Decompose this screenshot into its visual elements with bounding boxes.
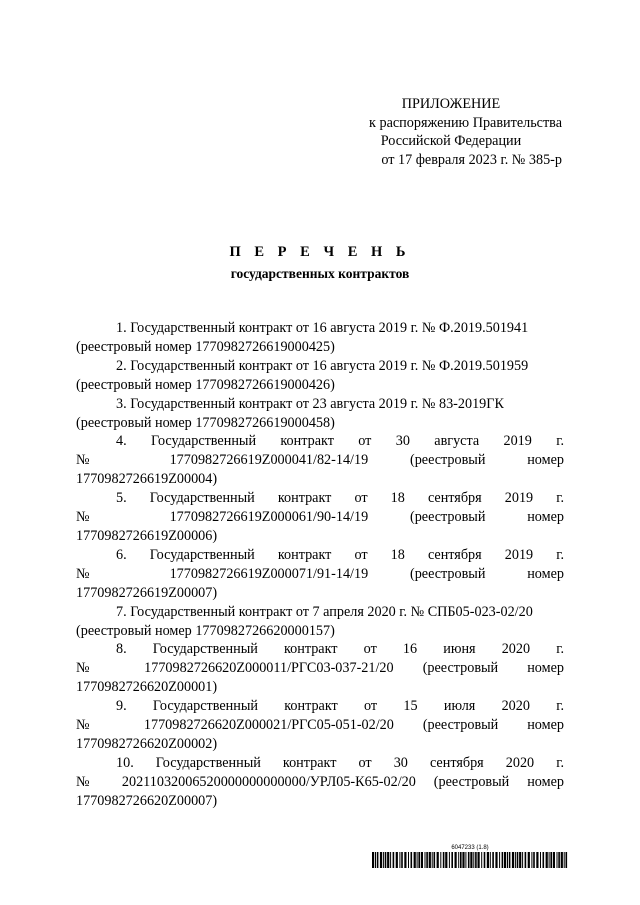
contract-item xyxy=(76,395,564,433)
barcode-label: 6047233 (1.8) xyxy=(451,845,489,851)
contract-item-line: 1770982726619Z00004) xyxy=(76,471,218,488)
contract-item xyxy=(76,697,564,754)
contract-item-line: 6. Государственный контракт от 18 сентября 2019 г. xyxy=(116,546,564,563)
contract-item-line: № 1770982726619Z000071/91-14/19 (реестровый номер xyxy=(76,565,564,582)
contract-item-line: 2. Государственный контракт от 16 августа 2019 г. № Ф.2019.501959 xyxy=(116,357,529,374)
contract-item xyxy=(76,546,564,603)
contract-item-line: 1. Государственный контракт от 16 августа 2019 г. № Ф.2019.501941 xyxy=(116,320,529,336)
contract-item xyxy=(76,432,564,489)
contract-item-line: (реестровый номер 1770982726619000426) xyxy=(76,376,335,393)
contract-item-line: 10. Государственный контракт от 30 сентября 2020 г. xyxy=(116,754,564,771)
contract-item-line: 7. Государственный контракт от 7 апреля 2020 г. № СПБ05-023-02/20 xyxy=(116,603,533,620)
contract-list xyxy=(76,319,564,811)
contract-item-line: (реестровый номер 1770982726620000157) xyxy=(76,622,335,639)
contract-item-line: 1770982726619Z00007) xyxy=(76,584,218,601)
contract-item xyxy=(76,357,564,395)
contract-item-line: № 1770982726620Z000021/РГС05-051-02/20 (реестровый номер xyxy=(76,717,564,734)
contract-item-line: 4. Государственный контракт от 30 августа 2019 г. xyxy=(116,433,564,450)
contract-item-line: 5. Государственный контракт от 18 сентября 2019 г. xyxy=(116,490,564,507)
appendix-line-3: от 17 февраля 2023 г. № 385-р xyxy=(381,151,562,168)
contract-item-line: 1770982726620Z00007) xyxy=(76,792,218,809)
contract-item xyxy=(76,640,564,697)
appendix-line-1: к распоряжению Правительства xyxy=(369,114,562,131)
appendix-line-2: Российской Федерации xyxy=(380,133,522,149)
barcode-block xyxy=(372,844,568,868)
contract-item xyxy=(76,489,564,546)
barcode-image xyxy=(372,852,568,868)
contract-item-line: 3. Государственный контракт от 23 августа 2019 г. № 83-2019ГК xyxy=(116,395,504,412)
document-title: П Е Р Е Ч Е Н Ь xyxy=(229,244,411,260)
document-subtitle: государственных контрактов xyxy=(230,266,410,281)
contract-item-line: 1770982726619Z00006) xyxy=(76,527,218,544)
contract-item-line: № 1770982726619Z000041/82-14/19 (реестровый номер xyxy=(76,452,564,469)
contract-item-line: № 1770982726620Z000011/РГС03-037-21/20 (реестровый номер xyxy=(76,660,564,677)
contract-item-line: 9. Государственный контракт от 15 июля 2020 г. xyxy=(116,698,564,715)
contract-item xyxy=(76,754,564,811)
contract-item xyxy=(76,603,564,641)
contract-item-line: (реестровый номер 1770982726619000425) xyxy=(76,338,335,355)
contract-item-line: (реестровый номер 1770982726619000458) xyxy=(76,414,335,431)
contract-item-line: 1770982726620Z00002) xyxy=(76,735,218,752)
contract-item-line: 8. Государственный контракт от 16 июня 2020 г. xyxy=(116,641,564,658)
contract-item-line: № 1770982726619Z000061/90-14/19 (реестровый номер xyxy=(76,509,564,526)
contract-item xyxy=(76,319,564,357)
contract-item-line: № 20211032006520000000000000/УРЛ05-К65-02/20 (реестровый номер xyxy=(76,773,564,790)
contract-item-line: 1770982726620Z00001) xyxy=(76,679,218,696)
appendix-block xyxy=(300,95,562,169)
appendix-heading: ПРИЛОЖЕНИЕ xyxy=(401,96,501,112)
